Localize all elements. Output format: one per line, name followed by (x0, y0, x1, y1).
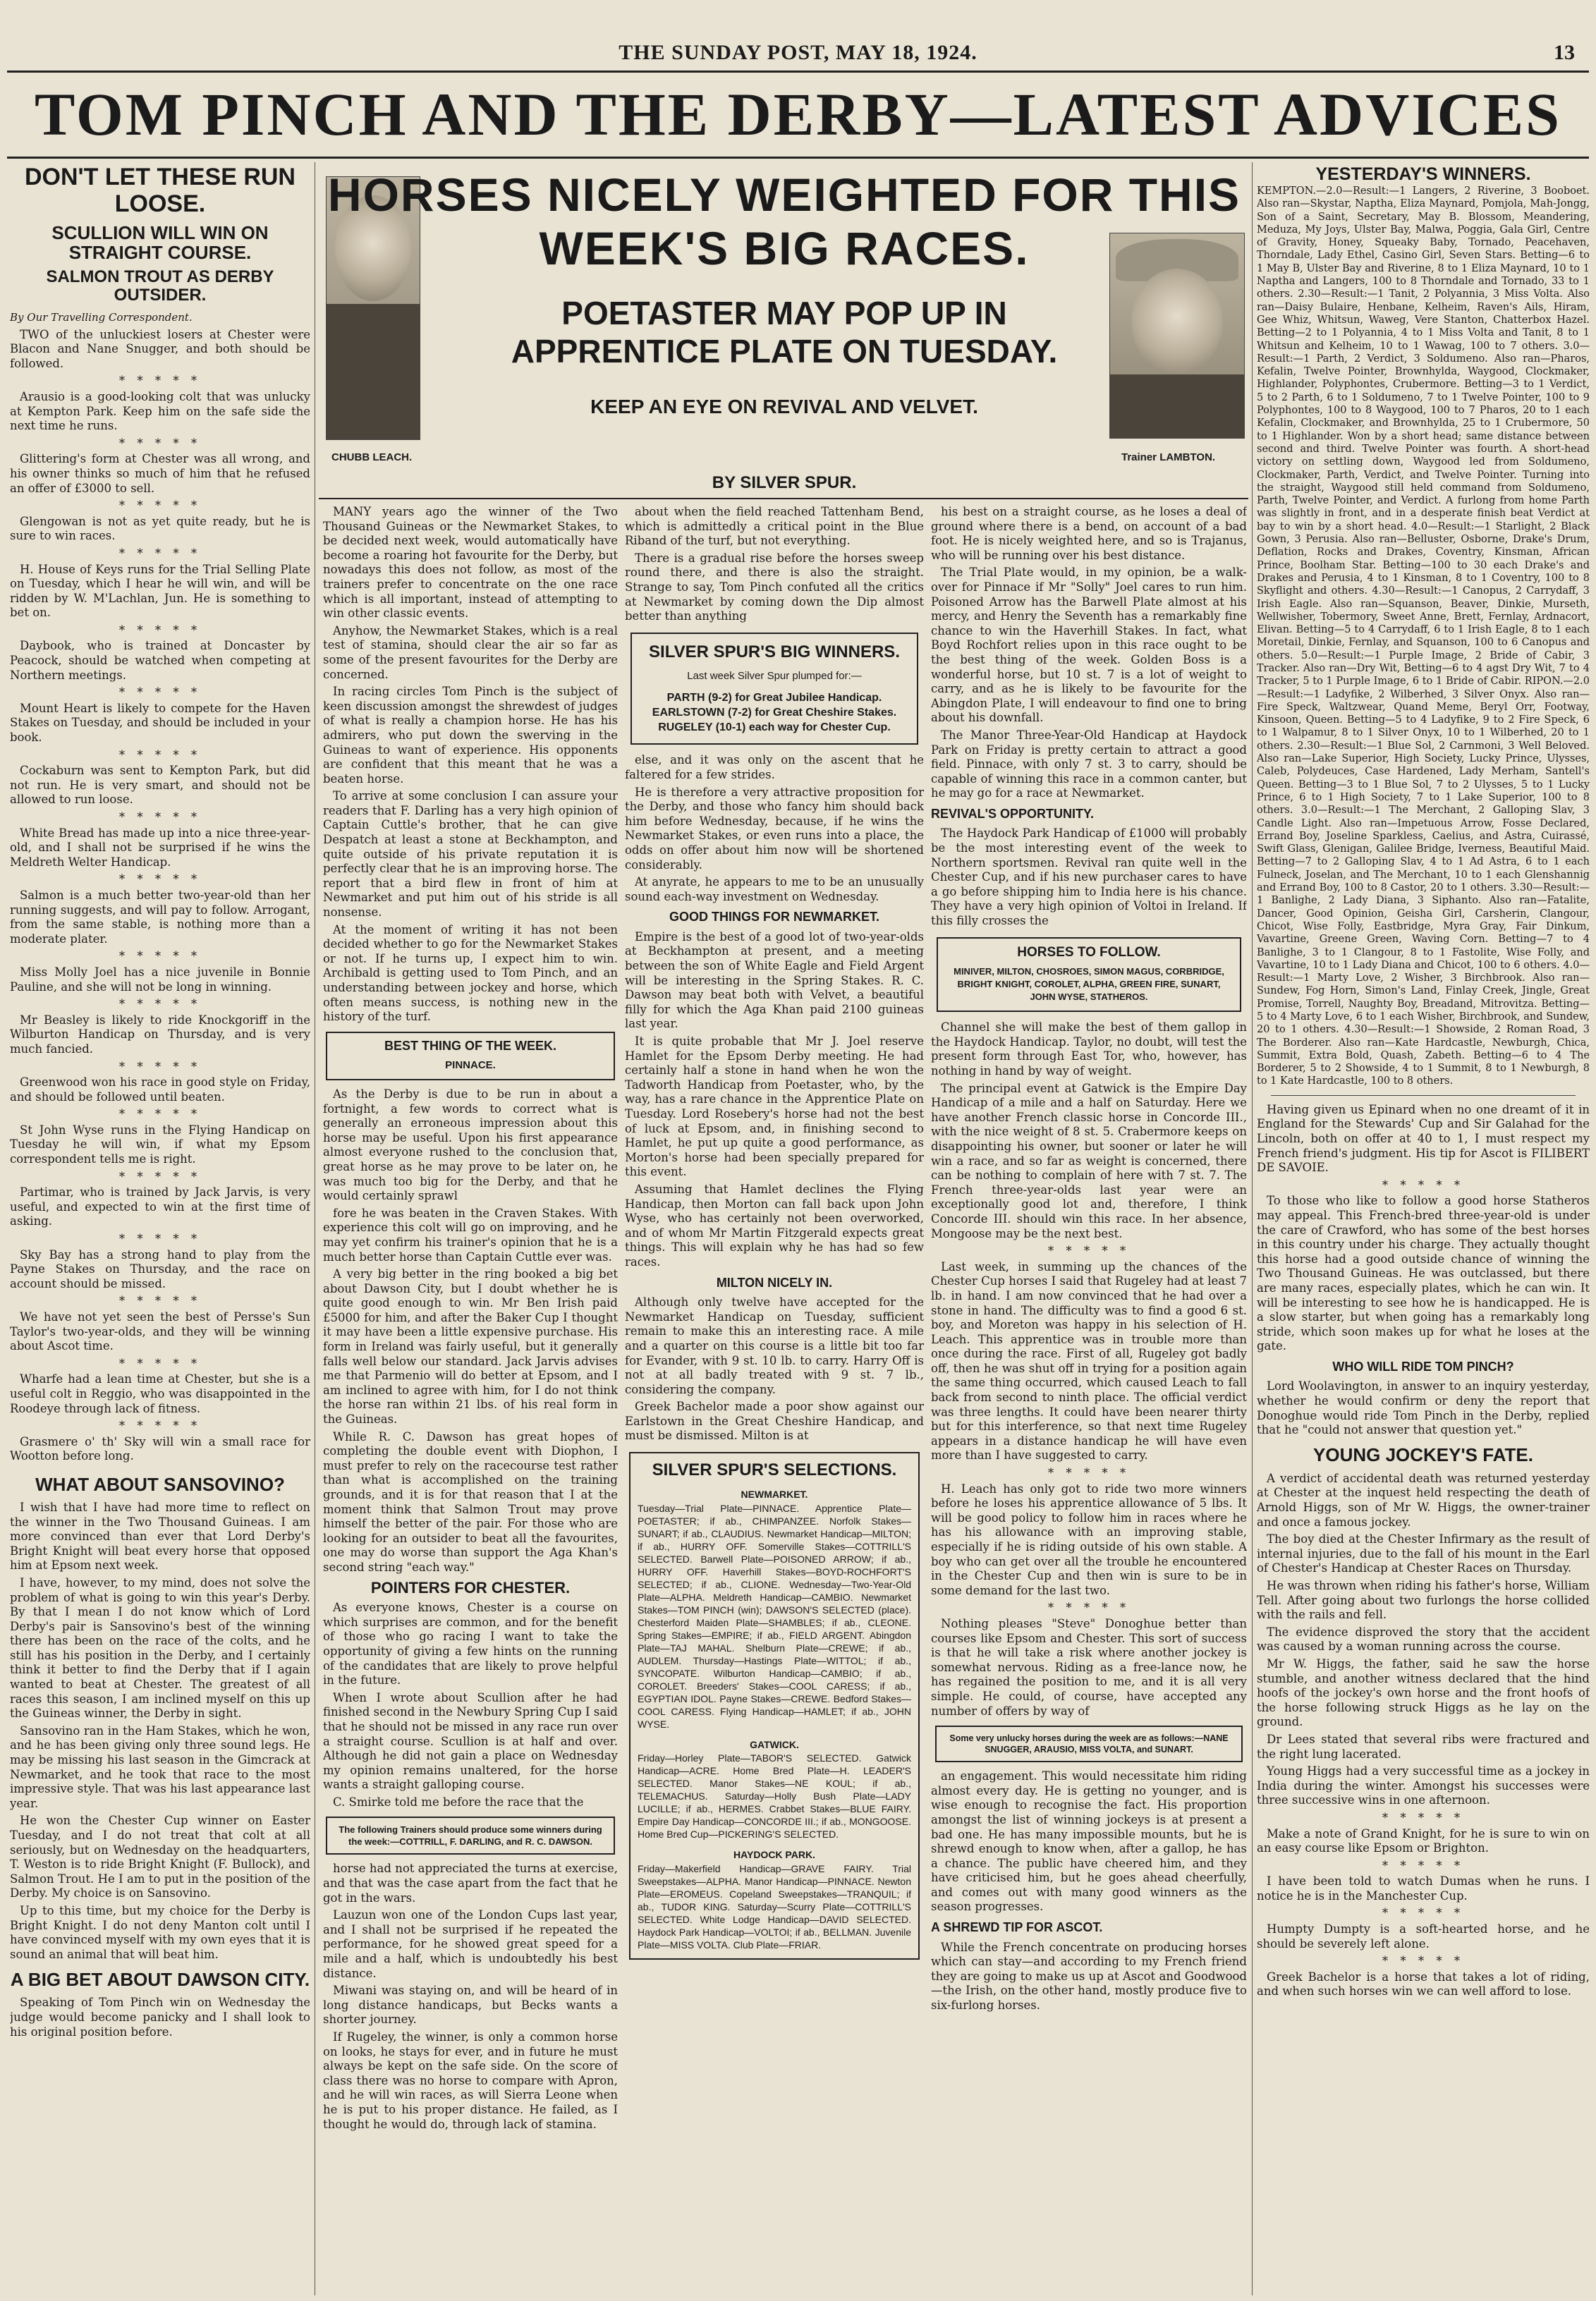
center-column-3 (931, 505, 1247, 2296)
paragraph: Assuming that Hamlet declines the Flying Handicap, then Morton can fall back upon John Wyse, who has certainly not been overworked, and of whom Mr Martin Fitzgerald expects great things. This will explain why he has had so few races. (625, 1182, 924, 1269)
best-thing-box (326, 1032, 615, 1080)
paragraph: As everyone knows, Chester is a course on which surprises are common, and for the benefit of those who go racing I want to take the opportunity of giving a few hints on the running of the candidates that are likely to prove helpful in the future. (323, 1601, 618, 1687)
separator-stars: * * * * * (118, 949, 202, 963)
box-title: HORSES TO FOLLOW. (1017, 944, 1161, 960)
paragraph: Wharfe had a lean time at Chester, but she is a useful colt in Reggio, who was disappointed in the Roodeye through lack of fitness. (10, 1372, 310, 1415)
center-headline: HORSES NICELY WEIGHTED FOR THIS (327, 169, 1241, 221)
paragraph: I have been told to watch Dumas when he runs. I notice he is in the Manchester Cup. (1257, 1874, 1590, 1903)
center-subhead: KEEP AN EYE ON REVIVAL AND VELVET. (590, 396, 978, 417)
paragraph: The principal event at Gatwick is the Empire Day Handicap of a mile and a half on Saturday. Here we have another French classic horse in Concorde III., with the nice weight of 8 st. 5. Crabermore keeps on disappointing his owner, but sooner or later he will win a race, and so far as weight is concerned, there can be nothing to complain of here with 7 st. 7. The French three-year-olds last year were an exceptionally good lot and, therefore, I think Concorde III. should win this race. In her absence, Mongoose may be the next best. (931, 1081, 1247, 1240)
paragraph: Speaking of Tom Pinch win on Wednesday the judge would become panicky and I shall look to his original position before. (10, 1996, 310, 2039)
paragraph: Empire is the best of a good lot of two-year-olds at Beckhampton at present, and a meeting between the son of White Eagle and Field Argent will be interesting in the Spring Stakes. R. C. Dawson may beat both with Velvet, a beautiful filly for which the Aga Khan paid 2100 guineas last year. (625, 929, 924, 1031)
banner-rule (7, 157, 1589, 159)
paragraph: He won the Chester Cup winner on Easter Tuesday, and I do not treat that colt at all seriously, but on Wednesday on the headquarters, T. Weston is to ride Bright Knight (F. Bullock), and Salmon Trout. He I am to put in the position of the Derby. My choice is on Sansovino. (10, 1814, 310, 1900)
selection-list: Friday—Horley Plate—TABOR'S SELECTED. Gatwick Handicap—ACRE. Home Bred Plate—H. LEADER'S SELECTED. Manor Stakes—NE KOUL; if ab., TELEMACHUS. Saturday—Holly Bush Plate—LADY LUCILLE; if ab., HERMES. Crabbet Stakes—BLUE FAIRY. Empire Day Handicap—CONCORDE III.; if ab., MONGOOSE. Home Bred Cup—PICKERING'S SELECTED. (638, 1752, 911, 1841)
paragraph: We have not yet seen the best of Persse's Sun Taylor's two-year-olds, and they will be winning about Ascot time. (10, 1310, 310, 1353)
section-heading: MILTON NICELY IN. (716, 1275, 833, 1290)
separator-stars: * * * * * (118, 747, 202, 762)
paragraph: an engagement. This would necessitate him riding almost every day. He is getting no younger, and is wise enough to recognise the fact. His proportion amongst the list of winning jockeys is at present a bad one. He has many impossible mounts, but he is shrewd enough to know when, after a gallop, he has a chance. The public have cheered him, and they have criticised him, but he goes ahead cheerfully, and comes out with many good winners as the season progresses. (931, 1769, 1247, 1914)
paragraph: A verdict of accidental death was returned yesterday at Chester at the inquest held respecting the death of Arnold Higgs, son of Mr W. Higgs, the owner-trainer and once a famous jockey. (1257, 1471, 1590, 1529)
separator-stars: * * * * * (118, 872, 202, 886)
column-divider (1252, 162, 1253, 2295)
paragraph: To arrive at some conclusion I can assure your readers that F. Darling has a very high opinion of Captain Cuttle's brother, that he can give Despatch at least a stone at Beckhampton, and quite outside of his private reputation it is perfectly clear that he is an improving horse. The report that a bird flew in front of him at Newmarket and put him out of his stride is all nonsense. (323, 789, 618, 920)
center-column-2 (625, 505, 924, 2296)
paragraph: Grasmere o' th' Sky will win a small race for Wootton before long. (10, 1434, 310, 1463)
paragraph: Humpty Dumpty is a soft-hearted horse, and he should be severely left alone. (1257, 1922, 1590, 1951)
horses-to-follow-box (937, 937, 1241, 1013)
box-item: PARTH (9-2) for Great Jubilee Handicap. (666, 692, 882, 704)
center-headline: WEEK'S BIG RACES. (539, 222, 1030, 274)
paragraph: As the Derby is due to be run in about a fortnight, a few words to correct what is generally an erroneous impression about this horse may be useful. Upon his first appearance almost everyone rushed to the conclusion that, great horse as he may prove to be later on, he was much too big for the Derby, and that he would certainly sprawl (323, 1087, 618, 1203)
photo-caption: Trainer LAMBTON. (1121, 451, 1216, 463)
box-title: BEST THING OF THE WEEK. (384, 1038, 556, 1053)
separator-stars: * * * * * (118, 1419, 202, 1433)
trainers-box: The following Trainers should produce some winners during the week:—COTTRILL, F. DARLING, and R. C. DAWSON. (326, 1817, 615, 1855)
paragraph: He was thrown when riding his father's horse, William Tell. After going about two furlongs the horse collided with the rails and fell. (1257, 1579, 1590, 1622)
paragraph: his best on a straight course, as he loses a deal of ground where there is a bend, on account of a bad foot. He is nicely weighted here, and so is Trajanus, who will be running over his best distance. (931, 505, 1247, 562)
race-results: KEMPTON.—2.0—Result:—1 Langers, 2 Riverine, 3 Booboet. Also ran—Skystar, Naptha, Eliza Maynard, Pomjola, Mah-Jongg, Son of a Saint, Secretary, May B. Blossom, Meandering, Meduza, My Joys, Ulster Bay, Malwa, Poggia, Gala Girl, Centre of Gravity, Honey, Squeaky Baby, Tornado, Peacehaven, Thorndale, Lady Ethel, Casino Girl, Seven Stars. Betting—6 to 1 May B, Ulster Bay and Riverine, 8 to 1 Eliza Maynard, 10 to 1 Naptha and Langers, 100 to 8 Thorndale and Tornado, 33 to 1 others. 2.30—Result:—1 Tanit, 2 Polyannia, 3 Miss Volta. Also ran—Daisy Bulaire, Henbane, Kelheim, Raven's Ails, Hiram, Gee Whiz, Whitsun, Waweg, Vere Stanton, Chatterbox Hazel. Betting—2 to 1 Polyannia, 4 to 1 Miss Volta and Tanit, 8 to 1 Whitsun and Kelheim, 10 to 1 Wawag, 100 to 7 others. 3.0—Result:—1 Parth, 2 Verdict, 3 Soldumeno. Also ran—Pharos, Kefalin, Twelve Pointer, Brownhylda, Waygood, Clockmaker, Highlander, Polyphontes, Crubermore. Betting—3 to 1 Verdict, 5 to 2 Parth, 6 to 1 Soldumeno, 7 to 1 Twelve Pointer, 100 to 9 Polyphontes, 100 to 8 Waygood, 100 to 7 Pharos, 20 to 1 each Kefalin, Clockmaker, and Brownhylda, 25 to 1 Crubermore, 50 to 1 Highlander. Won by a short head; same distance between second and third. Twelve Pointer was fourth. A short-head victory on settling down, Waygood led from Soldumeno, Clockmaker, Parth, Verdict, and Twelve Pointer. Turning into the straight, Waygood still held command from Soldumeno, Parth, Twelve Pointer, and Verdict. A furlong from home Parth was slightly in front, and in a desperate finish beat Verdict at bay to win by a short head. 4.0—Result:—1 Starlight, 2 Black Gown, 3 Perusia. Also ran—Belluster, Osborne, Drake's Drum, Deflation, Rocks and Drakes, Coventry, Kinsman, African Prince, Boolham Star. Betting—100 to 30 each Drake's and Drakes and Perusia, 4 to 1 Kinsman, 8 to 1 Coventry, 100 to 8 Skyflight and others. 4.30—Result:—1 Canopus, 2 Carrydaff, 3 Irish Eagle. Also ran—Squanson, Beaver, Dinkie, Murseth, Wellwisher, Tobermory, Sweet Anne, Brett, Fernlay, Ardnacort, Elivan. Betting—5 to 4 Carrydaff, 6 to 1 Irish Eagle, 8 to 1 each Moretail, Dinkie, Fernlay, and Squanson, 100 to 6 Canopus and others. 5.0—Result:—1 Purple Image, 2 Bride of Cabir, 3 Tracker. Also ran—Dry Wit, Betting—6 to 4 agst Dry Wit, 7 to 4 Tracker, 5 to 1 Purple Image, 6 to 1 Bride of Cabir. RIPON.—2.0—Result:—1 Ladyfike, 2 Wilberhed, 3 Silver Onyx. Also ran—Fire Speck, Waltzwear, Quand Meme, Beryl Orr, Footway, Kinsoon, Queen. Betting—5 to 4 Ladyfike, 9 to 2 Fire Speck, 6 to 1 Walpamur, 8 to 1 Silver Onyx, 10 to 1 Wilberhed, 20 to 1 others. 2.30—Result:—1 Blue Sol, 2 Carnmoni, 3 Well Beloved. Also ran—Lake Superior, High Society, Lucky Prince, Ulysses, Caleb, Polydeuces, Case Hardened, Lady Merham, Santell's Queen. Betting—3 to 1 Blue Sol, 7 to 2 Ulysses, 5 to 1 Lucky Prince, 6 to 1 High Society, 7 to 1 Lake Superior, 100 to 8 others. 3.0—Result:—1 The Merchant, 2 Galloping Slav, 3 Candle Light. Also ran—Impetuous Arrow, Fosse Declared, Errand Boy, Joseline Sparkless, Caelius, and Astra, Cuirassé, Swift Glass, Glenigan, Galilee Bridge, Iverness, Beautiful Maid. Betting—7 to 2 Galloping Slav, 4 to 1 Ad Astra, 6 to 1 each Fulneck, Joselan, and The Merchant, 10 to 1 each Glenshannig and Errand Boy, 100 to 8 Castor, 20 to 1 others. 3.30—Result:—1 Banlighe, 2 Lady Diana, 3 Siphanto. Also ran—Fatalite, Dancer, Good Opinion, Geisha Girl, Carsherin, Clangour, Chicot, Wise Folly, Eastbridge, Myra Gray, Fair Dinkum, Vavartine, Greene Green, Waving Corn. Betting—7 to 4 Banlighe, 3 to 1 Clangour, 8 to 1 Fastolite, Wise Folly, and Vavartine, 10 to 1 Lady Diana and Chicot, 100 to 6 others. 4.0—Result:—1 Marty Love, 2 Wisher, 3 Birchbrook. Also ran—Sundew, Fog Horn, Simon's Land, Finlay Creek, Jingle, Great Promise, Torrell, Naughty Boy, Breadand, Mitrovitza. Betting—5 to 4 Marty Love, 6 to 1 each Wisher, Birchbrook, and Sundew, 20 to 1 others. 4.30—Result:—1 Showside, 2 Roman Road, 3 The Borderer. Also ran—Kate Hardcastle, Newburgh, Chica, Summit, Extra Bold, Quash, Zabeth. Betting—6 to 4 The Borderer, 5 to 2 Showside, 4 to 1 Summit, 8 to 1 Newburgh, 8 to 1 Kate Hardcastle, 100 to 8 others. (1257, 185, 1590, 1087)
paragraph: Greek Bachelor is a horse that takes a lot of riding, and when such horses win we can well afford to lose. (1257, 1970, 1590, 1998)
paragraph: The Haydock Park Handicap of £1000 will probably be the most interesting event of the week to Northern sportsmen. Revival ran quite well in the Chester Cup, and if his new purchaser cares to have a go before shipping him to India here is his chance. They have a very high opinion of Voltoi in Ireland. If this filly crosses the (931, 826, 1247, 928)
paragraph: If Rugeley, the winner, is only a common horse on looks, he stays for ever, and in future he must always be kept on the safe side. On the score of class there was no horse to compare with Apron, and he will win races, as will Sierra Leone when he is put to his proper distance. He failed, as I thought he would do, through lack of stamina. (323, 2030, 618, 2131)
paragraph: Partimar, who is trained by Jack Jarvis, is very useful, and expected to win at the first time of asking. (10, 1185, 310, 1228)
paragraph: Make a note of Grand Knight, for he is sure to win on an easy course like Epsom or Brighton. (1257, 1826, 1590, 1855)
page-number: 13 (1554, 41, 1575, 64)
selections-box (629, 1452, 920, 1960)
separator-stars: * * * * * (118, 1059, 202, 1073)
paragraph: I wish that I have had more time to reflect on the winner in the Two Thousand Guineas. I am more convinced than ever that Lord Derby's Bright Knight will beat every horse that opposed him at Epsom next week. (10, 1500, 310, 1573)
selection-list: Friday—Makerfield Handicap—GRAVE FAIRY. Trial Sweepstakes—ALPHA. Manor Handicap—PINNACE. Newton Plate—EROMEUS. Copeland Sweepstakes—TRANQUIL; if ab., TUDOR KING. Saturday—Scurry Plate—COTTRILL'S SELECTED. White Lodge Handicap—DAVID SELECTED. Haydock Park Handicap—VOLTOI; if ab., BELLMAN. Juvenile Plate—MISS VOLTA. Club Plate—FRIAR. (638, 1862, 911, 1951)
paragraph: He is therefore a very attractive proposition for the Derby, and those who fancy him should back him before Wednesday, because, if he wins the Newmarket Stakes, or even runs into a place, the odds on offer about him now will be shortened considerably. (625, 785, 924, 872)
paragraph: Sansovino ran in the Ham Stakes, which he won, and he has been giving only three sound legs. He may be missing his last season in the Gimcrack at Newmarket, and he took that race to the most impressive style. That was his last appearance last year. (10, 1723, 310, 1810)
paragraph: fore he was beaten in the Craven Stakes. With experience this colt will go on improving, and he may yet confirm his trainer's opinion that he is a much better horse than Captain Cuttle ever was. (323, 1206, 618, 1264)
left-subhead: A BIG BET ABOUT DAWSON CITY. (10, 1969, 310, 1991)
box-title: SILVER SPUR'S BIG WINNERS. (649, 642, 900, 661)
unlucky-horses-box: Some very unlucky horses during the week are as follows:—NANE SNUGGER, ARAUSIO, MISS VOLTA, and SUNART. (935, 1726, 1243, 1762)
left-subhead: WHAT ABOUT SANSOVINO? (35, 1473, 285, 1495)
paragraph: Dr Lees stated that several ribs were fractured and the right lung lacerated. (1257, 1732, 1590, 1761)
paragraph: H. House of Keys runs for the Trial Selling Plate on Tuesday, which I hear he will win, and will be ridden by W. M'Lachlan, Jun. He is something to bet on. (10, 562, 310, 620)
paragraph: Cockaburn was sent to Kempton Park, but did not run. He is very smart, and should not be allowed to run loose. (10, 764, 310, 807)
paragraph: While R. C. Dawson has great hopes of completing the double event with Diophon, I must prefer to rely on the racecourse test rather than what is accomplished on the training grounds, and it is for that reason that I at the moment think that Salmon Trout may prove himself the better of the pair. For those who are looking for an outsider to beat all the favourites, one may do worse than support the Aga Khan's second string "each way." (323, 1429, 618, 1574)
right-column (1257, 164, 1590, 2297)
center-subhead: POETASTER MAY POP UP IN (561, 295, 1007, 331)
paragraph: Glengowan is not as yet quite ready, but he is sure to win races. (10, 514, 310, 543)
paragraph: In racing circles Tom Pinch is the subject of keen discussion amongst the shrewdest of judges of what is really a champion horse. He has his admirers, who put down the swerving in the Guineas to want of experience. His opponents are confident that this meant that he was a beaten horse. (323, 685, 618, 786)
paragraph: MANY years ago the winner of the Two Thousand Guineas or the Newmarket Stakes, to be decided next week, would automatically have become a roaring hot favourite for the Derby, but nowadays this does not follow, as most of the trainers prefer to concentrate on the one race which is all important, instead of attempting to win other classic events. (323, 505, 618, 621)
separator-stars: * * * * * (1047, 1244, 1131, 1258)
paragraph: While the French concentrate on producing horses which can stay—and according to my French friend they are going to make us up at Ascot and Goodwood—the Irish, on the other hand, mostly produce five to six-furlong horses. (931, 1940, 1247, 2013)
left-subhead: SALMON TROUT AS DERBY OUTSIDER. (46, 267, 274, 305)
section-heading: A SHREWD TIP FOR ASCOT. (931, 1920, 1103, 1935)
paragraph: Lauzun won one of the London Cups last year, and I shall not be surprised if he repeated the performance, for he showed great speed for a mile and a half, which is undoubtedly his best distance. (323, 1908, 618, 1980)
newspaper-title: THE SUNDAY POST, MAY 18, 1924. (619, 41, 977, 64)
separator-stars: * * * * * (1047, 1601, 1131, 1615)
paragraph: Greek Bachelor made a poor show against our Earlstown in the Great Cheshire Handicap, and must be dismissed. Milton is at (625, 1400, 924, 1443)
separator-stars: * * * * * (118, 1356, 202, 1370)
paragraph: Lord Woolavington, in answer to an inquiry yesterday, whether he would confirm or deny the report that Donoghue would ride Tom Pinch in the Derby, replied that he "could not answer that question yet." (1257, 1379, 1590, 1437)
paragraph: White Bread has made up into a nice three-year-old, and I shall not be surprised if he wins the Meldreth Welter Handicap. (10, 826, 310, 869)
paragraph: A very big better in the ring booked a big bet about Dawson City, but I doubt whether he is quite good enough to win. Mr Ben Irish paid £5000 for him, and after the Baker Cup I thought it may have been a little expensive purchase. His form in Ireland was fairly useful, but it generally falls well below our standard. Jack Jarvis advises me that Parmenio will do better at Epsom, and I am inclined to agree with him, for I do not think the horse ran within 21 lbs. of his real form in the Guineas. (323, 1267, 618, 1427)
page-banner: TOM PINCH AND THE DERBY—LATEST ADVICES (35, 80, 1561, 148)
left-headline: DON'T LET THESE RUN LOOSE. (25, 164, 296, 217)
paragraph: When I wrote about Scullion after he had finished second in the Newbury Spring Cup I said that he should not be missed in any race run over a straight course. Scullion is at half and over. Although he did not gain a place on Wednesday my opinion remains unaltered, for the horse wants a straight galloping course. (323, 1690, 618, 1792)
paragraph: else, and it was only on the ascent that he faltered for a few strides. (625, 753, 924, 781)
paragraph: Daybook, who is trained at Doncaster by Peacock, should be watched when competing at Northern meetings. (10, 639, 310, 682)
separator-stars: * * * * * (118, 997, 202, 1011)
paragraph: Salmon is a much better two-year-old than her running suggests, and will pay to follow. Arrogant, from the same stable, is nothing more than a moderate plater. (10, 888, 310, 946)
box-item: EARLSTOWN (7-2) for Great Cheshire Stakes. (652, 707, 897, 719)
section-heading: REVIVAL'S OPPORTUNITY. (931, 806, 1094, 821)
section-heading: WHO WILL RIDE TOM PINCH? (1332, 1359, 1514, 1374)
separator-stars: * * * * * (118, 1294, 202, 1308)
box-item: MINIVER, MILTON, CHOSROES, SIMON MAGUS, CORBRIDGE, BRIGHT KNIGHT, COROLET, ALPHA, GREEN FIRE, SUNART, JOHN WYSE, STATHEROS. (954, 966, 1224, 1003)
paragraph: Arausio is a good-looking colt that was unlucky at Kempton Park. Keep him on the safe side the next time he runs. (10, 389, 310, 433)
section-heading: POINTERS FOR CHESTER. (370, 1578, 571, 1597)
box-subtitle: Last week Silver Spur plumped for:— (687, 669, 862, 682)
separator-stars: * * * * * (1382, 1858, 1465, 1872)
selection-course: NEWMARKET. (741, 1489, 808, 1501)
paragraph: Sky Bay has a strong hand to play from the Payne Stakes on Thursday, and the race on account should be missed. (10, 1247, 310, 1290)
paragraph: Greenwood won his race in good style on Friday, and should be followed until beaten. (10, 1075, 310, 1104)
paragraph: The Manor Three-Year-Old Handicap at Haydock Park on Friday is pretty certain to attract a good field. Pinnace, with only 7 st. 3 to carry, should be capable of winning this race in a common canter, but he may go for a race at Newmarket. (931, 728, 1247, 800)
section-rule (1271, 1095, 1576, 1096)
byline: By Our Travelling Correspondent. (10, 311, 193, 324)
paragraph: At anyrate, he appears to me to be an unusually sound each-way investment on Wednesday. (625, 875, 924, 903)
separator-stars: * * * * * (1047, 1466, 1131, 1480)
paragraph: C. Smirke told me before the race that the (333, 1795, 584, 1809)
section-heading: YOUNG JOCKEY'S FATE. (1313, 1444, 1533, 1465)
paragraph: The boy died at the Chester Infirmary as the result of internal injuries, due to the fall of his mount in the Earl of Chester's Handicap at Chester Races on Thursday. (1257, 1532, 1590, 1575)
paragraph: Mount Heart is likely to compete for the Haven Stakes on Tuesday, and should be included in your book. (10, 701, 310, 745)
box-item: RUGELEY (10-1) each way for Chester Cup. (658, 721, 891, 734)
selection-course: GATWICK. (750, 1738, 799, 1750)
paragraph: Having given us Epinard when no one dreamt of it in England for the Stewards' Cup and Sir Galahad for the Lincoln, both on offer at 40 to 1, I must respect my French friend's judgment. His tip for Ascot is FILIBERT DE SAVOIE. (1257, 1102, 1590, 1175)
separator-stars: * * * * * (118, 623, 202, 637)
paragraph: horse had not appreciated the turns at exercise, and that was the case apart from the fact that he got in the wars. (323, 1862, 618, 1905)
left-subhead: SCULLION WILL WIN ON STRAIGHT COURSE. (51, 222, 269, 263)
paragraph: Glittering's form at Chester was all wrong, and his owner thinks so much of him that he refused an offer of £3000 to sell. (10, 452, 310, 495)
separator-stars: * * * * * (1382, 1954, 1465, 1968)
paragraph: The evidence disproved the story that the accident was caused by a woman running across the course. (1257, 1625, 1590, 1654)
selection-list: Tuesday—Trial Plate—PINNACE. Apprentice Plate—POETASTER; if ab., CHIMPANZEE. Norfolk Stakes—SUNART; if ab., CLAUDIUS. Newmarket Handicap—MILTON; if ab., HURRY OFF. Somerville Stakes—COTTRILL'S SELECTED. Barwell Plate—POISONED ARROW; if ab., HURRY OFF. Haverhill Stakes—BOYD-ROCHFORT'S SELECTED; if ab., CLIONE. Wednesday—Two-Year-Old Plate—ALPHA. Meldreth Handicap—CAMBIO. Newmarket Stakes—TOM PINCH (win); DAWSON'S SELECTED (place). Chesterford Maiden Plate—SHAMBLES; if ab., CLEONE. Spring Stakes—EMPIRE; if ab., FIELD ARGENT. Abingdon Plate—TAJ MAHAL. Shelburn Plate—CREWE; if ab., AUDLEM. Thursday—Hastings Plate—WITTOL; if ab., SYNCOPATE. Wilburton Handicap—CAMBIO; if ab., COROLET. Breeders' Stakes—COOL CARESS; if ab., EGYPTIAN IDOL. Payne Stakes—CREWE. Bedford Stakes—COOL CARESS. Flying Handicap—HAMLET; if ab., JOHN WYSE. (638, 1502, 911, 1730)
paragraph: about when the field reached Tattenham Bend, which is admittedly a critical point in the Blue Riband of the turf, but not everything. (625, 505, 924, 548)
big-winners-box (631, 633, 918, 745)
separator-stars: * * * * * (118, 1232, 202, 1246)
section-heading: GOOD THINGS FOR NEWMARKET. (669, 910, 879, 924)
separator-stars: * * * * * (118, 1169, 202, 1183)
paragraph: At the moment of writing it has not been decided whether to go for the Newmarket Stakes or not. If he turns up, I expect him to win. Archibald is getting used to Tom Pinch, and an understanding between jockey and horse, which often means success, is nothing new in the history of the turf. (323, 922, 618, 1024)
paragraph: I have, however, to my mind, does not solve the problem of what is going to win this year's Derby. By that I mean I do not know which of Lord Derby's pair is Sansovino's best of the winning there has been on the race of the colts, and he still has his position in the Derby, and I certainly think it better to find the Derby that if I again wanted to beat at Chester. The greatest of all races this season, I am inclined myself on this up the Guineas winner, the Derby in sight. (10, 1575, 310, 1721)
separator-stars: * * * * * (118, 810, 202, 824)
paragraph: Mr Beasley is likely to ride Knockgoriff in the Wilburton Handicap on Thursday, and is very much fancied. (10, 1013, 310, 1056)
paragraph: There is a gradual rise before the horses sweep round there, and there is also the straight. Strange to say, Tom Pinch confuted all the critics at Newmarket by coming down the Dip almost better than anything (625, 551, 924, 623)
paragraph: Last week, in summing up the chances of the Chester Cup horses I said that Rugeley had at least 7 lb. in hand. I am now convinced that he had over a stone in hand. The difficulty was to find a good 6 st. boy, and Moreton was happy in his selection of H. Leach. This apprentice was in trouble more than once during the race. First of all, Rugeley got badly off, then he was shut off in trying for a position again the same thing occurred, which caused Leach to fall back from second to ninth place. The official verdict was three lengths. It could have been nearer thirty but for this interference, so that next time Rugeley appears in a distance handicap he will have even more than I have suggested to carry. (931, 1259, 1247, 1463)
paragraph: Miss Molly Joel has a nice juvenile in Bonnie Pauline, and she will not be long in winning. (10, 965, 310, 994)
center-column-1 (323, 505, 618, 2296)
paragraph: Channel she will make the best of them gallop in the Haydock Handicap. Taylor, no doubt, will test the present form through East Tor, who, however, has nothing in hand by way of weight. (931, 1020, 1247, 1078)
separator-stars: * * * * * (118, 436, 202, 450)
left-column (10, 164, 310, 2297)
separator-stars: * * * * * (118, 546, 202, 560)
box-title: SILVER SPUR'S SELECTIONS. (652, 1460, 897, 1480)
paragraph: Anyhow, the Newmarket Stakes, which is a real test of stamina, should clear the air so far as some of the present favourites for the Derby are concerned. (323, 623, 618, 681)
separator-stars: * * * * * (1382, 1178, 1465, 1192)
byline: BY SILVER SPUR. (712, 473, 857, 492)
paragraph: Young Higgs had a very successful time as a jockey in India during the winter. Amongst his successes were three successive wins in one afternoon. (1257, 1764, 1590, 1807)
separator-stars: * * * * * (118, 1107, 202, 1121)
results-heading: YESTERDAY'S WINNERS. (1315, 164, 1531, 184)
paragraph: TWO of the unluckiest losers at Chester were Blacon and Nane Snugger, and both should be followed. (10, 327, 310, 370)
photo-caption: CHUBB LEACH. (331, 451, 413, 463)
paragraph: Up to this time, but my choice for the Derby is Bright Knight. I do not deny Manton colt until I have convinced myself with my own eyes that it is sound an animal that will beat him. (10, 1903, 310, 1961)
separator-stars: * * * * * (118, 374, 202, 388)
section-rule (319, 498, 1248, 499)
paragraph: To those who like to follow a good horse Statheros may appeal. This French-bred three-year-old is under the care of Crawford, who has some of the best horses in this country under his charge. They actually thought this horse had a good outside chance of winning the Two Thousand Guineas. He was outclassed, but there are many races, especially plates, which he can win. It will be interesting to see how he is handicapped. He is a slow starter, but when going has a remarkably long stride, which soon makes up for what he loses at the gate. (1257, 1194, 1590, 1353)
separator-stars: * * * * * (118, 499, 202, 513)
paragraph: Although only twelve have accepted for the Newmarket Handicap on Tuesday, sufficient remain to make this an interesting race. A mile and a quarter on this course is a little bit too far for Evander, with 9 st. 10 lb. to carry. Harry Off is not at all badly treated with 9 st. 7 lb., considering the company. (625, 1295, 924, 1396)
page-header (0, 41, 1596, 65)
paragraph: Mr W. Higgs, the father, said he saw the horse stumble, and another witness declared that the hind hoofs of the jockey's own horse and the front hoofs of the horse following struck Higgs as he lay on the ground. (1257, 1656, 1590, 1729)
selection-course: HAYDOCK PARK. (733, 1849, 815, 1861)
paragraph: It is quite probable that Mr J. Joel reserve Hamlet for the Epsom Derby meeting. He had certainly half a stone in hand when he won the Tadworth Handicap from Poetaster, who, by the way, has a rare chance in the Apprentice Plate on Tuesday. Lord Rosebery's horse had not the best of luck at Epsom, and, in finishing second to Hamlet, he put up quite a good performance, as Morton's horse had been specially prepared for this event. (625, 1034, 924, 1179)
box-item: PINNACE. (445, 1059, 496, 1072)
separator-stars: * * * * * (1382, 1810, 1465, 1824)
paragraph: Miwani was staying on, and will be heard of in long distance handicaps, but Becks wants a shorter journey. (323, 1984, 618, 2027)
paragraph: St John Wyse runs in the Flying Handicap on Tuesday he will win, if what my Epsom correspondent tells me is right. (10, 1123, 310, 1166)
paragraph: H. Leach has only got to ride two more winners before he loses his apprentice allowance of 5 lbs. It will be good policy to follow him in races where he has his allowance with an improving stable, especially if he is riding outside of his own stable. A boy who can get over all the trouble he encountered in the Chester Cup and then win is sure to be in some demand for the last two. (931, 1482, 1247, 1597)
separator-stars: * * * * * (118, 685, 202, 700)
paragraph: Nothing pleases "Steve" Donoghue better than courses like Epsom and Chester. This sort of success is that he will take a risk where another jockey is somewhat nervous. Riding as a free-lance now, he has regained the position to me, and it is all very simple. He could, of course, have accepted any number of offers by way of (931, 1616, 1247, 1718)
paragraph: The Trial Plate would, in my opinion, be a walk-over for Pinnace if Mr "Solly" Joel cares to run him. Poisoned Arrow has the Barwell Plate almost at his mercy, and Henry the Seventh has a remarkably fine chance to win the Haverhill Stakes. In fact, what Boyd Rochfort relies upon in this race ought to be the best thing of the week. Golden Boss is a wonderful horse, but 10 st. 7 is a lot of weight to carry, and as he is likely to be favourite for the Abingdon Plate, I will endeavour to find one to bring about his downfall. (931, 566, 1247, 725)
separator-stars: * * * * * (1382, 1906, 1465, 1920)
center-subhead: APPRENTICE PLATE ON TUESDAY. (511, 333, 1058, 370)
header-rule (7, 71, 1589, 73)
